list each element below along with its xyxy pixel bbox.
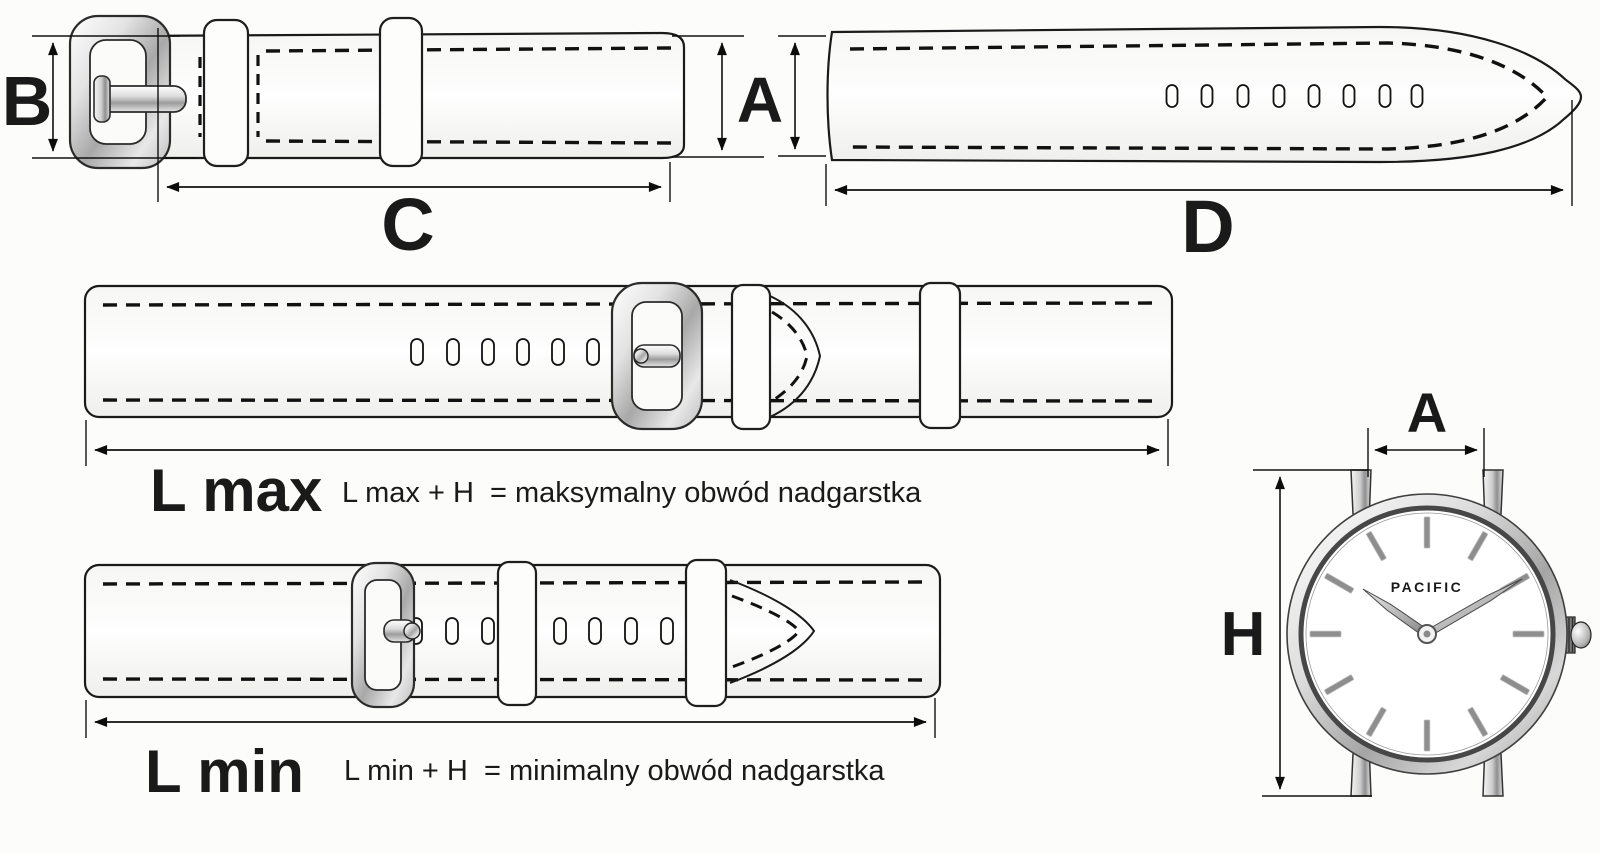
dimension-label-a-watch: A bbox=[1406, 381, 1448, 444]
watch-brand: PACIFIC bbox=[1390, 579, 1464, 595]
buckle-tongue-knob bbox=[634, 349, 648, 363]
dimension-label-d: D bbox=[1181, 185, 1235, 268]
buckle-tongue bbox=[98, 86, 186, 112]
keeper-loop bbox=[732, 285, 770, 429]
keeper-loop bbox=[920, 283, 960, 428]
strap-hole bbox=[517, 339, 529, 365]
strap-hole bbox=[1412, 85, 1423, 107]
buckle-tongue-knob bbox=[404, 623, 420, 639]
strap-hole bbox=[1238, 85, 1249, 107]
dimension-a-right-piece bbox=[778, 36, 826, 156]
dimension-label-h-watch: H bbox=[1220, 600, 1266, 669]
keeper-loop bbox=[686, 560, 726, 706]
dimension-label-b: B bbox=[1, 62, 53, 140]
strap-piece-tip-side bbox=[778, 27, 1581, 268]
strap-assembled-l-min bbox=[85, 560, 940, 805]
hands-center-dot bbox=[1424, 631, 1431, 638]
keeper-loop bbox=[204, 20, 248, 166]
strap-hole bbox=[554, 618, 566, 644]
l-max-formula: L max + H = maksymalny obwód nadgarstka bbox=[342, 477, 922, 509]
strap-hole bbox=[1274, 85, 1285, 107]
l-max-label: L max bbox=[150, 457, 323, 524]
strap-hole bbox=[552, 339, 564, 365]
strap-hole bbox=[411, 339, 423, 365]
dimension-label-c: C bbox=[381, 183, 435, 266]
keeper-loop bbox=[498, 562, 536, 705]
strap-hole bbox=[589, 618, 601, 644]
strap-hole bbox=[446, 618, 458, 644]
strap-assembled-l-max bbox=[85, 283, 1172, 524]
strap-piece-buckle-side bbox=[2, 16, 764, 266]
strap-hole bbox=[625, 618, 637, 644]
strap-hole bbox=[587, 339, 599, 365]
dimension-label-a: A bbox=[736, 64, 784, 136]
l-min-formula: L min + H = minimalny obwód nadgarstka bbox=[344, 755, 885, 787]
strap-hole bbox=[1202, 85, 1213, 107]
buckle-tongue-pivot bbox=[94, 76, 110, 122]
dimension-a-watch bbox=[1368, 381, 1484, 477]
strap-hole bbox=[447, 339, 459, 365]
strap-hole bbox=[1380, 85, 1391, 107]
strap-hole bbox=[1344, 85, 1355, 107]
strap-hole bbox=[482, 339, 494, 365]
strap-hole bbox=[482, 618, 494, 644]
strap-hole bbox=[1167, 85, 1178, 107]
watch-case-diagram bbox=[1221, 381, 1591, 796]
keeper-loop bbox=[380, 18, 422, 166]
l-min-label: L min bbox=[145, 738, 304, 805]
strap-hole bbox=[1309, 85, 1320, 107]
strap-hole bbox=[661, 618, 673, 644]
